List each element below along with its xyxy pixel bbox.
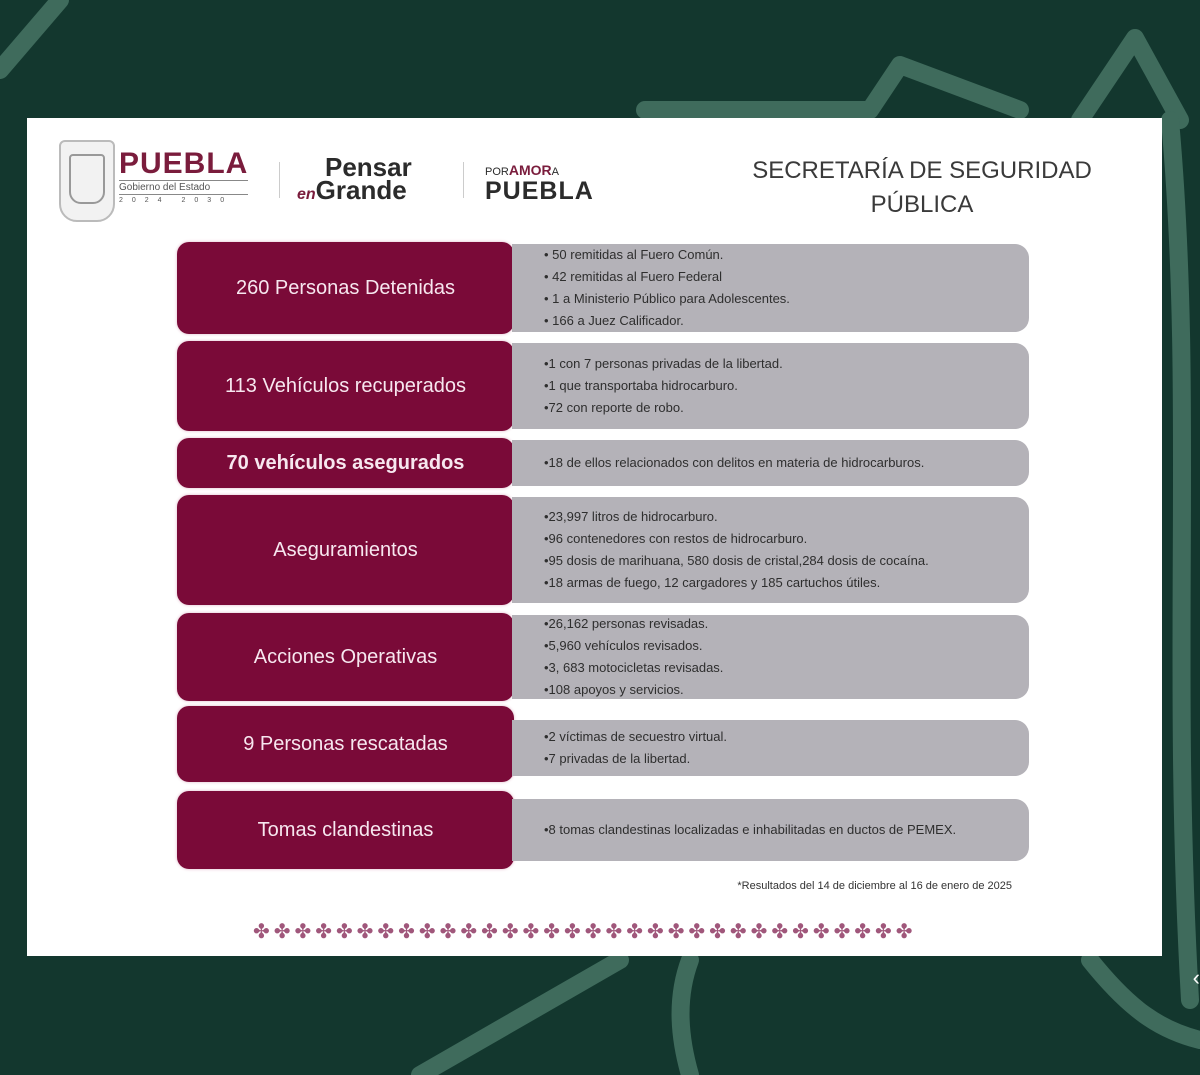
stat-details bbox=[512, 615, 1029, 699]
detail-item: •95 dosis de marihuana, 580 dosis de cristal,284 dosis de cocaína. bbox=[544, 553, 929, 568]
flower-icon: ✤ bbox=[729, 921, 747, 943]
detail-item: •18 de ellos relacionados con delitos en materia de hidrocarburos. bbox=[544, 455, 925, 470]
flower-icon: ✤ bbox=[501, 921, 519, 943]
flower-icon: ✤ bbox=[688, 921, 706, 943]
stat-label: Aseguramientos bbox=[177, 495, 514, 605]
flower-icon: ✤ bbox=[522, 921, 540, 943]
flower-icon: ✤ bbox=[750, 921, 768, 943]
logo-pensar-en: en bbox=[297, 186, 316, 203]
detail-item: •1 con 7 personas privadas de la libertad. bbox=[544, 356, 783, 371]
stat-label: 9 Personas rescatadas bbox=[177, 706, 514, 782]
stat-label: 260 Personas Detenidas bbox=[177, 242, 514, 334]
flower-icon: ✤ bbox=[792, 921, 809, 943]
stat-label: 113 Vehículos recuperados bbox=[177, 341, 514, 431]
flower-icon: ✤ bbox=[709, 921, 726, 943]
stat-details bbox=[512, 440, 1029, 486]
flower-icon: ✤ bbox=[418, 921, 436, 943]
logo-puebla-main: PUEBLA bbox=[119, 147, 249, 180]
logo-pensar-line1: Pensar bbox=[325, 152, 412, 182]
stat-label: 70 vehículos asegurados bbox=[177, 438, 514, 488]
stat-row bbox=[177, 438, 1029, 488]
flower-icon: ✤ bbox=[833, 921, 851, 943]
logo-amor-amor: AMOR bbox=[508, 162, 552, 178]
flower-icon: ✤ bbox=[356, 921, 374, 943]
flower-icon: ✤ bbox=[294, 921, 312, 943]
detail-item: •5,960 vehículos revisados. bbox=[544, 638, 703, 653]
logo-divider bbox=[463, 162, 464, 198]
detail-item: •96 contenedores con restos de hidrocarburo. bbox=[544, 531, 808, 546]
logo-puebla-sub: Gobierno del Estado bbox=[119, 180, 248, 195]
decorative-flower-pattern bbox=[253, 918, 913, 946]
stat-row bbox=[177, 706, 1029, 782]
flower-icon: ✤ bbox=[460, 921, 478, 943]
flower-icon: ✤ bbox=[439, 921, 457, 943]
flower-icon: ✤ bbox=[895, 921, 913, 943]
stat-row bbox=[177, 495, 1029, 605]
detail-item: •108 apoyos y servicios. bbox=[544, 682, 684, 697]
flower-icon: ✤ bbox=[875, 921, 892, 943]
stat-label: Acciones Operativas bbox=[177, 613, 514, 701]
flower-icon: ✤ bbox=[315, 921, 332, 943]
stat-row bbox=[177, 341, 1029, 431]
slide bbox=[27, 118, 1162, 956]
detail-item: •2 víctimas de secuestro virtual. bbox=[544, 729, 728, 744]
logo-puebla-years: 2024 2030 bbox=[119, 197, 234, 204]
flower-icon: ✤ bbox=[481, 921, 498, 943]
stat-row bbox=[177, 791, 1029, 869]
results-footnote: *Resultados del 14 de diciembre al 16 de enero de 2025 bbox=[737, 880, 1012, 892]
flower-icon: ✤ bbox=[564, 921, 581, 943]
flower-icon: ✤ bbox=[605, 921, 623, 943]
detail-item: •23,997 litros de hidrocarburo. bbox=[544, 509, 718, 524]
detail-item: •3, 683 motocicletas revisadas. bbox=[544, 660, 724, 675]
flower-icon: ✤ bbox=[667, 921, 685, 943]
flower-icon: ✤ bbox=[543, 921, 561, 943]
logo-pensar-en-grande bbox=[297, 152, 412, 207]
logo-amor-por: POR bbox=[485, 166, 509, 178]
flower-icon: ✤ bbox=[812, 921, 830, 943]
agency-title: SECRETARÍA DE SEGURIDAD PÚBLICA bbox=[752, 157, 1092, 218]
detail-item: • 42 remitidas al Fuero Federal bbox=[544, 269, 722, 284]
logo-puebla-gobierno bbox=[119, 147, 249, 204]
flower-icon: ✤ bbox=[771, 921, 789, 943]
flower-icon: ✤ bbox=[626, 921, 643, 943]
detail-item: • 166 a Juez Calificador. bbox=[544, 313, 684, 328]
logo-amor-a: A bbox=[551, 166, 559, 178]
flower-icon: ✤ bbox=[646, 921, 664, 943]
stat-row bbox=[177, 242, 1029, 334]
stat-label: Tomas clandestinas bbox=[177, 791, 514, 869]
logo-divider bbox=[279, 162, 280, 198]
logo-amor-puebla: PUEBLA bbox=[485, 177, 594, 205]
flower-icon: ✤ bbox=[398, 921, 415, 943]
previous-arrow-icon[interactable]: ‹ bbox=[1192, 965, 1200, 990]
detail-item: • 50 remitidas al Fuero Común. bbox=[544, 247, 724, 262]
detail-item: •7 privadas de la libertad. bbox=[544, 751, 691, 766]
flower-icon: ✤ bbox=[377, 921, 395, 943]
stat-details bbox=[512, 343, 1029, 429]
stat-details bbox=[512, 799, 1029, 861]
detail-item: •18 armas de fuego, 12 cargadores y 185 cartuchos útiles. bbox=[544, 575, 881, 590]
flower-icon: ✤ bbox=[584, 921, 602, 943]
flower-icon: ✤ bbox=[335, 921, 353, 943]
detail-item: •8 tomas clandestinas localizadas e inhabilitadas en ductos de PEMEX. bbox=[544, 822, 957, 837]
stat-details bbox=[512, 720, 1029, 776]
detail-item: • 1 a Ministerio Público para Adolescentes. bbox=[544, 291, 790, 306]
flower-icon: ✤ bbox=[854, 921, 872, 943]
flower-icon: ✤ bbox=[253, 921, 270, 943]
flower-icon: ✤ bbox=[273, 921, 291, 943]
coat-of-arms-logo bbox=[59, 140, 115, 222]
stat-row bbox=[177, 613, 1029, 701]
logo-pensar-line2: Grande bbox=[315, 175, 407, 205]
stat-details bbox=[512, 497, 1029, 603]
detail-item: •72 con reporte de robo. bbox=[544, 400, 684, 415]
detail-item: •1 que transportaba hidrocarburo. bbox=[544, 378, 738, 393]
logo-por-amor-a-puebla bbox=[485, 162, 594, 205]
stat-details bbox=[512, 244, 1029, 332]
detail-item: •26,162 personas revisadas. bbox=[544, 616, 709, 631]
